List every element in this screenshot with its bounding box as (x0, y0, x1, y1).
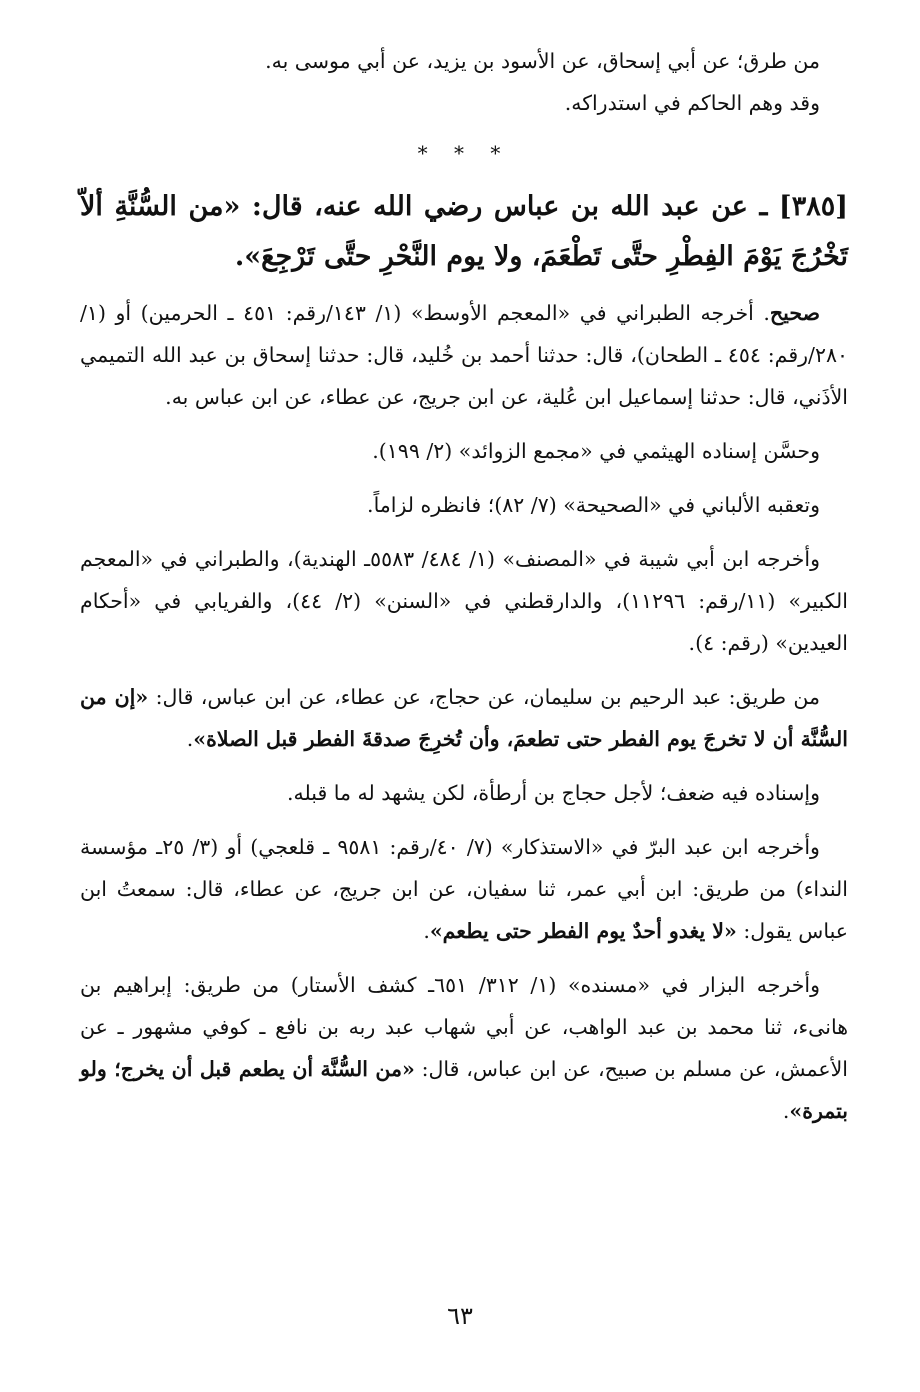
chain-paragraph (80, 676, 848, 760)
grading-label: صحيح (769, 301, 820, 325)
sources-paragraph: وأخرجه ابن أبي شيبة في «المصنف» (١/ ٤٨٤/ ٥٥٨٣ـ الهندية)، والطبراني في «المعجم الكبير» (١١/رقم: ١١٢٩٦)، والدارقطني في «السنن» (٢/ ٤٤)، والفريابي في «أحكام العيدين» (رقم: ٤). (80, 547, 848, 655)
chain-quote: «إن من السُّنَّة أن لا تخرجَ يوم الفطر حتى تطعمَ، وأن تُخرِجَ صدقةَ الفطر قبل الصلاة» (80, 685, 848, 751)
takhrij-text: . أخرجه الطبراني في «المعجم الأوسط» (١/ ١٤٣/رقم: ٤٥١ ـ الحرمين) أو (١/ ٢٨٠/رقم: ٤٥٤ ـ الطحان)، قال: حدثنا أحمد بن خُليد، قال: حدثنا إسحاق بن عبد الله التميمي الأذَني، قال: حدثنا إسماعيل ابن عُلية، عن ابن جريج، عن عطاء، عن ابن عباس به. (80, 301, 848, 409)
weakness-paragraph: وإسناده فيه ضعف؛ لأجل حجاج بن أرطأة، لكن يشهد له ما قبله. (287, 781, 820, 805)
section-separator: * * * (417, 141, 511, 165)
page-body (80, 40, 848, 1132)
ibn-abd-al-barr-text: وأخرجه ابن عبد البرّ في «الاستذكار» (٧/ ٤٠/رقم: ٩٥٨١ ـ قلعجي) أو (٣/ ٢٥ـ مؤسسة النداء) من طريق: ابن أبي عمر، ثنا سفيان، عن ابن جريج، عن عطاء، قال: سمعتُ ابن عباس يقول: (80, 835, 848, 943)
takhrij-paragraph (80, 292, 848, 418)
hadith-narration: ـ عن عبد الله بن عباس رضي الله عنه، قال: «من السُّنَّةِ ألاّ تَخْرُجَ يَوْمَ الفِطْرِ حتَّى تَطْعَمَ، ولا يوم النَّحْرِ حتَّى تَرْجِعَ». (80, 191, 848, 272)
intro-line-1: من طرق؛ عن أبي إسحاق، عن الأسود بن يزيد، عن أبي موسى به. (265, 49, 820, 73)
hadith-text (80, 182, 848, 282)
page-number: ٦٣ (447, 1302, 473, 1330)
haythami-paragraph: وحسَّن إسناده الهيثمي في «مجمع الزوائد» (٢/ ١٩٩). (372, 439, 820, 463)
bazzar-quote: «من السُّنَّة أن يطعم قبل أن يخرج؛ ولو بتمرة» (80, 1057, 848, 1123)
ibn-abd-al-barr-tail: . (423, 919, 430, 943)
bazzar-text: وأخرجه البزار في «مسنده» (١/ ٣١٢/ ٦٥١ـ كشف الأستار) من طريق: إبراهيم بن هانىء، ثنا محمد بن عبد الواهب، عن أبي شهاب عبد ربه بن نافع ـ كوفي مشهور ـ عن الأعمش، عن مسلم بن صبيح، عن ابن عباس، قال: (80, 973, 848, 1081)
albani-paragraph: وتعقبه الألباني في «الصحيحة» (٧/ ٨٢)؛ فانظره لزاماً. (367, 493, 820, 517)
chain-tail: . (186, 727, 194, 751)
bazzar-tail: . (782, 1099, 790, 1123)
chain-text: من طريق: عبد الرحيم بن سليمان، عن حجاج، عن عطاء، عن ابن عباس، قال: (148, 685, 820, 709)
ibn-abd-al-barr-paragraph (80, 826, 848, 952)
intro-line-2: وقد وهم الحاكم في استدراكه. (564, 91, 820, 115)
bazzar-paragraph (80, 964, 848, 1132)
ibn-abd-al-barr-quote: «لا يغدو أحدٌ يوم الفطر حتى يطعم» (429, 919, 737, 943)
hadith-number: [٣٨٥] (778, 191, 848, 222)
